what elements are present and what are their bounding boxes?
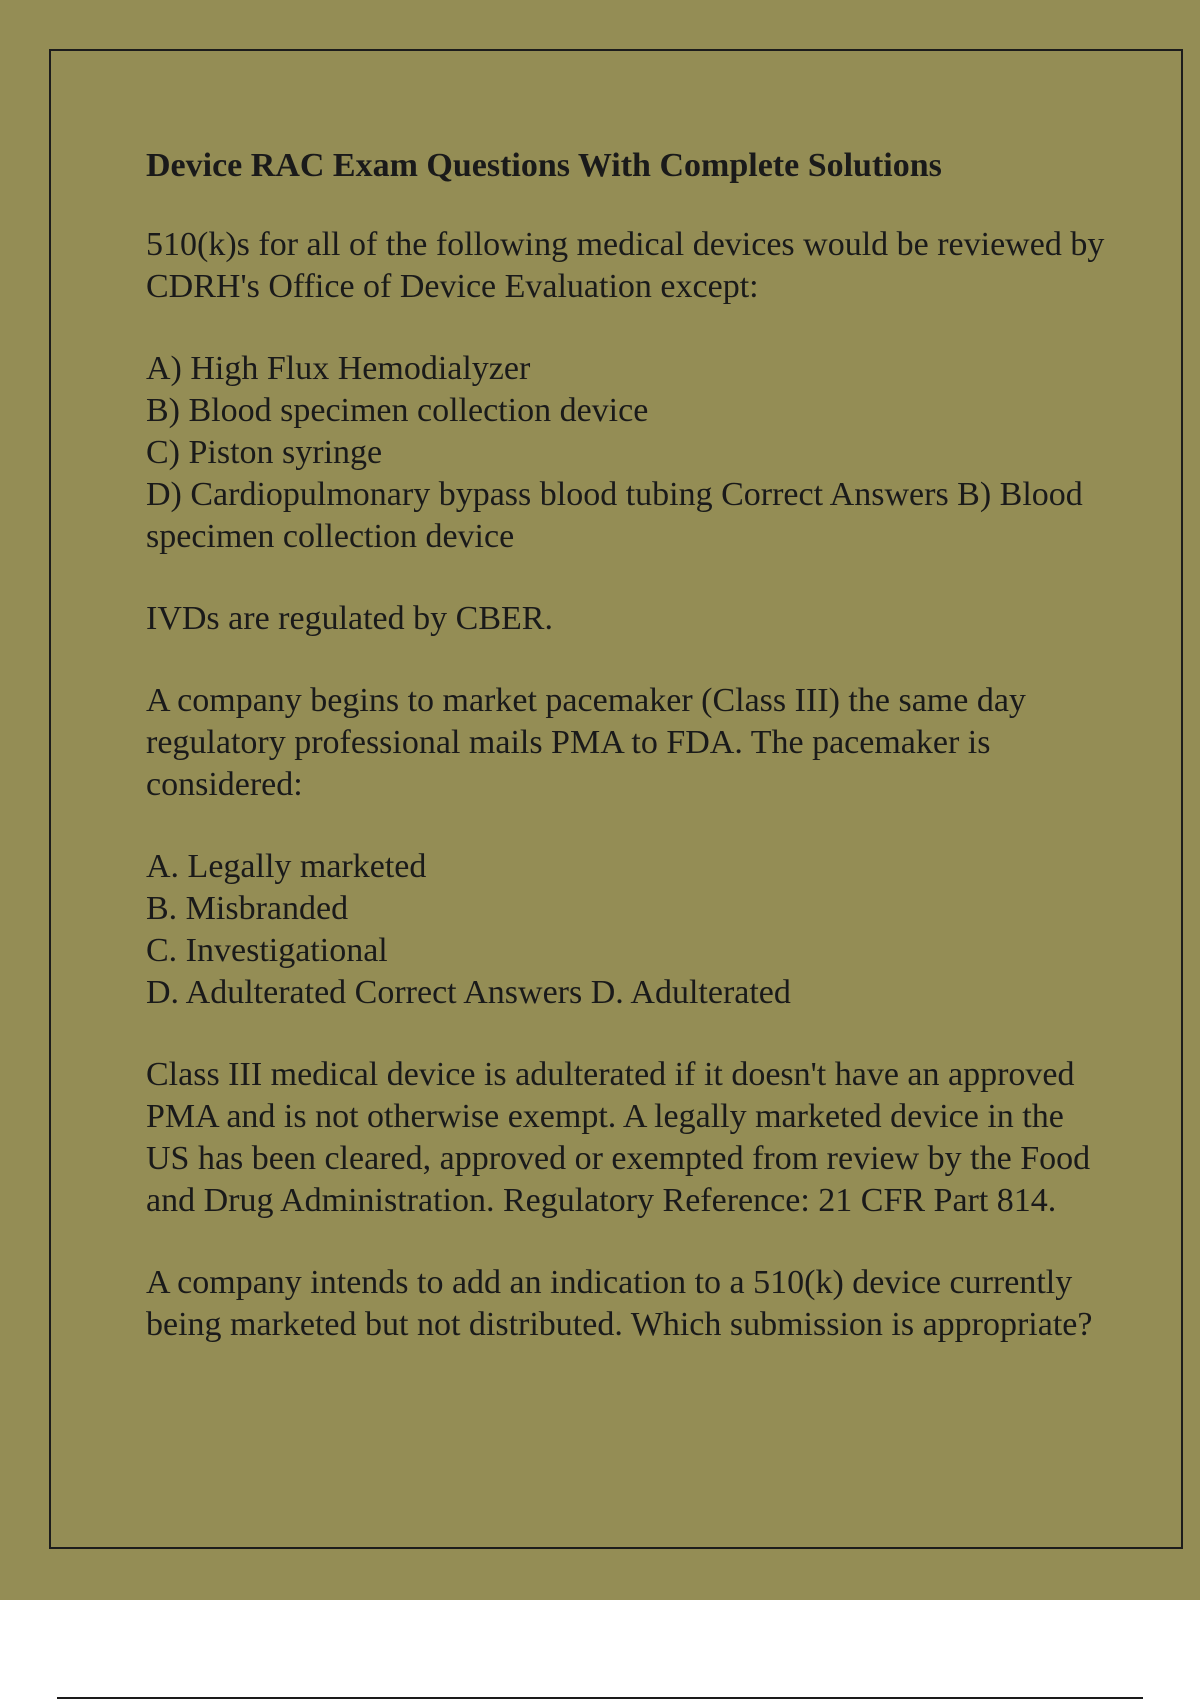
question-2-options [146,846,1106,1014]
document-content [146,144,1106,1386]
question-2-option-b: B. Misbranded [146,890,349,927]
statement-ivd: IVDs are regulated by CBER. [146,600,553,637]
footer-rule [57,1697,1143,1699]
question-2-option-a: A. Legally marketed [146,848,427,885]
question-2-option-c: C. Investigational [146,932,388,969]
question-1-options [146,348,1106,558]
question-1-option-d-answer: D) Cardiopulmonary bypass blood tubing Correct Answers B) Blood specimen collection device [146,476,1083,555]
question-1-option-a: A) High Flux Hemodialyzer [146,350,531,387]
question-1-option-c: C) Piston syringe [146,434,383,471]
question-1-stem: 510(k)s for all of the following medical devices would be reviewed by CDRH's Office of Device Evaluation except: [146,226,1105,305]
question-1-option-b: B) Blood specimen collection device [146,392,649,429]
question-2-option-d-answer: D. Adulterated Correct Answers D. Adulterated [146,974,791,1011]
document-title: Device RAC Exam Questions With Complete Solutions [146,147,942,184]
question-3-stem: A company intends to add an indication to a 510(k) device currently being marketed but not distributed. Which submission is appropriate? [146,1264,1093,1343]
question-2-stem: A company begins to market pacemaker (Class III) the same day regulatory professional mails PMA to FDA. The pacemaker is considered: [146,682,1026,803]
explanation-paragraph: Class III medical device is adulterated if it doesn't have an approved PMA and is not otherwise exempt. A legally marketed device in the US has been cleared, approved or exempted from review by the Food and Drug Administration. Regulatory Reference: 21 CFR Part 814. [146,1056,1091,1219]
